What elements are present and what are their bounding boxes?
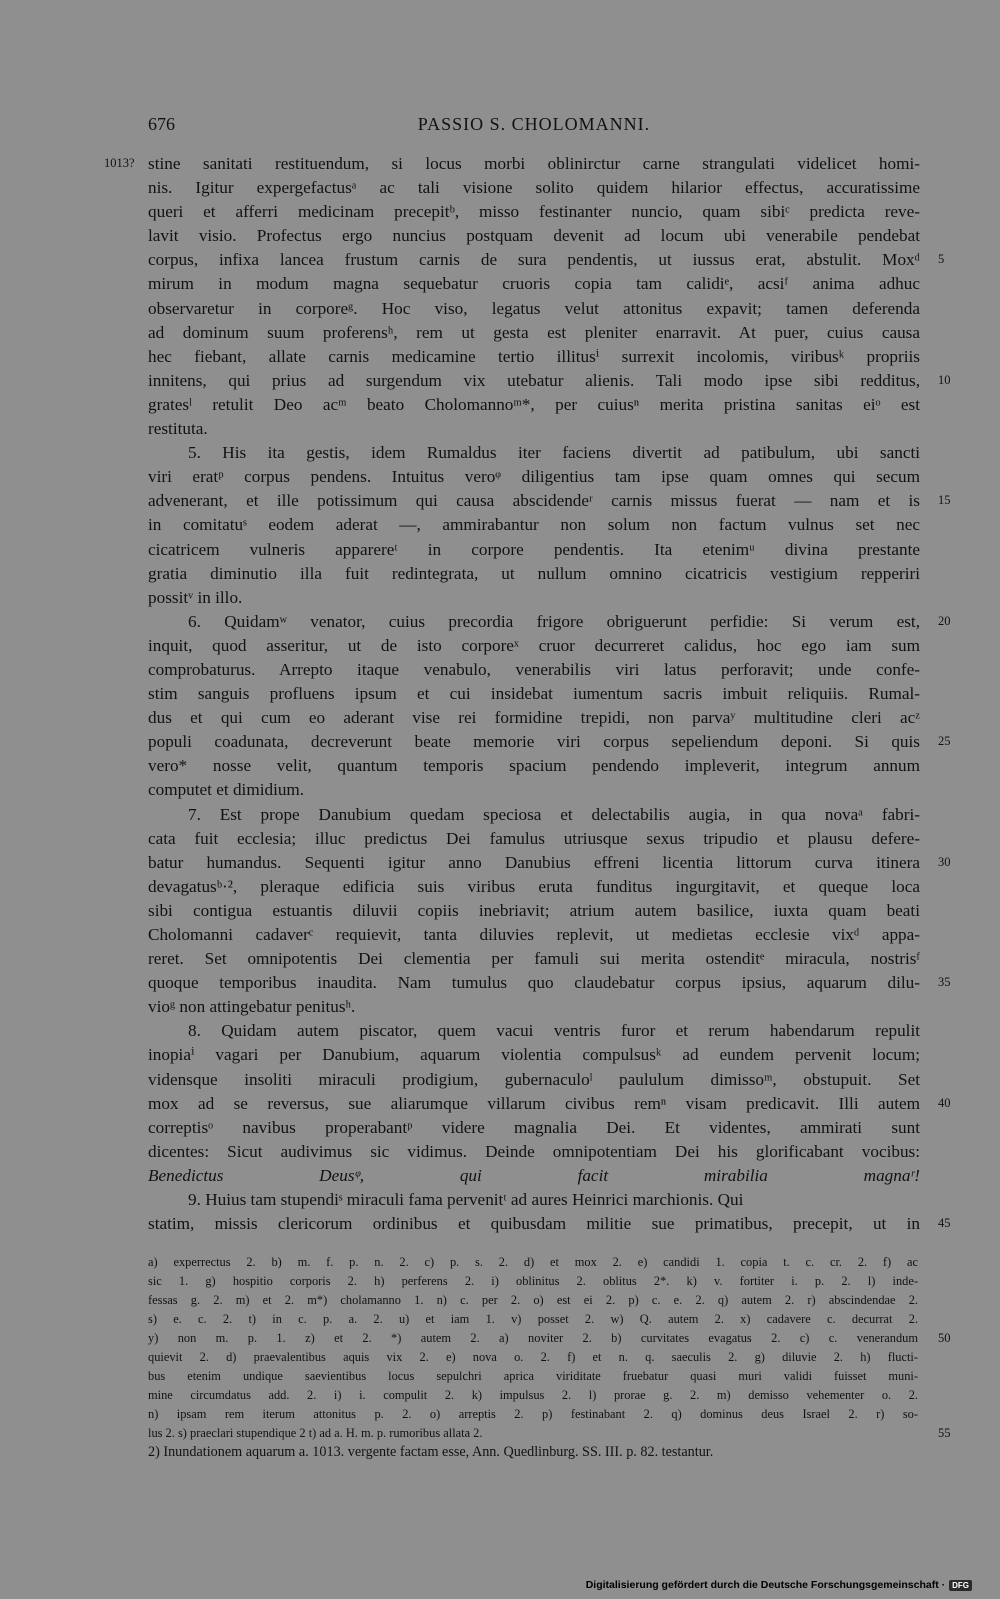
footnote-line: y) non m. p. 1. z) et 2. *) autem 2. a) noviter 2. b) curvitates evagatus 2. c) c. venerandum — [148, 1331, 918, 1345]
text-line: batur humandus. Sequenti igitur anno Danubius effreni licentia littorum curva itinera — [148, 852, 920, 872]
text-line: corpus, infixa lancea frustum carnis de sura pendentis, ut iussus erat, abstulit. Moxᵈ — [148, 250, 920, 270]
text-line: devagatusᵇ·², pleraque edificia suis viribus eruta funditus ingurgitavit, et queque loca — [148, 876, 920, 896]
line-number: 45 — [938, 1216, 951, 1231]
footnote-line-number: 55 — [938, 1426, 951, 1440]
text-line: comprobaturus. Arrepto itaque venabulo, venerabilis viri latus perforavit; unde confe- — [148, 659, 920, 679]
text-line: vioᵍ non attingebatur penitusʰ. — [148, 997, 356, 1017]
text-line: 6. Quidamʷ venator, cuius precordia frigore obriguerunt perfidie: Si verum est, — [188, 611, 920, 631]
footnote-line: s) e. c. 2. t) in c. p. a. 2. u) et iam 1. v) posset 2. w) Q. autem 2. x) cadavere c. decurrat 2. — [148, 1312, 918, 1326]
text-line: lavit visio. Profectus ergo nuncius postquam devenit ad locum ubi venerabile pendebat — [148, 226, 920, 246]
text-line: advenerant, et ille potissimum qui causa abscidendeʳ carnis missus fuerat — nam et is — [148, 491, 920, 511]
footnote-line: mine circumdatus add. 2. i) i. compulit 2. k) impulsus 2. l) prorae g. 2. m) demisso vehementer o. 2. — [148, 1388, 918, 1402]
text-line: dus et qui cum eo aderant vise rei formidine trepidi, non parvaʸ multitudine cleri acᶻ — [148, 708, 920, 728]
text-line: gratesˡ retulit Deo acᵐ beato Cholomannoᵐ*, per cuiusⁿ merita pristina sanitas eiᵒ est — [148, 394, 920, 414]
text-line: 7. Est prope Danubium quedam speciosa et delectabilis augia, in qua novaᵃ fabri- — [188, 804, 920, 824]
text-line: correptisᵒ navibus properabantᵖ videre magnalia Dei. Et videntes, ammirati sunt — [148, 1117, 920, 1137]
footnote-line: quievit 2. d) praevalentibus aquis vix 2. e) nova o. 2. f) et n. q. saeculis 2. g) diluvie 2. h) flucti- — [148, 1350, 918, 1364]
page-number: 676 — [148, 114, 175, 134]
text-line: stim sanguis profluens ipsum et cui insidebat iumentum sacris imbuit reliquiis. Rumal- — [148, 684, 920, 704]
text-line: cicatricem vulneris apparereᵗ in corpore pendentis. Ita etenimᵘ divina prestante — [148, 539, 920, 559]
text-line: ad dominum suum proferensʰ, rem ut gesta est pleniter enarravit. At puer, cuius causa — [148, 322, 920, 342]
footnote-line: a) experrectus 2. b) m. f. p. n. 2. c) p. s. 2. d) et mox 2. e) candidi 1. copia t. c. cr. 2. f) ac — [148, 1255, 918, 1269]
text-line: reret. Set omnipotentis Dei clementia per famuli sui merita ostenditᵉ miracula, nostrisᶠ — [148, 949, 920, 969]
text-line: computet et dimidium. — [148, 780, 305, 800]
text-line: inopiaⁱ vagari per Danubium, aquarum violentia compulsusᵏ ad eundem pervenit locum; — [148, 1045, 920, 1065]
text-line: vidensque insoliti miraculi prodigium, gubernaculoˡ paululum dimissoᵐ, obstupuit. Set — [148, 1069, 920, 1089]
line-number: 15 — [938, 493, 951, 508]
text-line: viri eratᵖ corpus pendens. Intuitus veroᵠ diligentius tam ipse quam omnes qui secum — [148, 467, 920, 487]
line-number: 35 — [938, 975, 951, 990]
text-line: Benedictus Deusᵠ, qui facit mirabilia magnaʳ! — [148, 1165, 920, 1185]
margin-date: 1013? — [104, 156, 135, 170]
text-line: mox ad se reversus, sue aliarumque villarum civibus remⁿ visam predicavit. Illi autem — [148, 1093, 920, 1113]
footnotes — [148, 1253, 918, 1443]
footnote-line: lus 2. s) praeclari stupendique 2 t) ad a. H. m. p. rumoribus allata 2. — [148, 1426, 483, 1440]
footnote-line: fessas g. 2. m) et 2. m*) cholamanno 1. n) c. per 2. o) est ei 2. p) c. e. 2. q) autem 2. r) abscindendae 2. — [148, 1293, 918, 1307]
text-line: vero* nosse velit, quantum temporis spacium pendendo impleverit, integrum annum — [148, 756, 920, 776]
footnote-line: n) ipsam rem iterum attonitus p. 2. o) arreptis 2. p) festinabant 2. q) dominus deus Israel 2. r) so- — [148, 1407, 918, 1421]
dfg-logo-icon: DFG — [949, 1580, 972, 1591]
text-line: dicentes: Sicut audivimus sic vidimus. Deinde omnipotentiam Dei his glorificabant vocibus: — [148, 1141, 920, 1161]
line-number: 20 — [938, 613, 951, 628]
text-line: 5. His ita gestis, idem Rumaldus iter faciens divertit ad patibulum, ubi sancti — [188, 443, 920, 463]
text-line: possitᵛ in illo. — [148, 587, 243, 607]
page-header — [148, 114, 920, 144]
text-line: restituta. — [148, 419, 208, 439]
line-number: 30 — [938, 854, 951, 869]
text-line: innitens, qui prius ad surgendum vix utebatur alienis. Tali modo ipse sibi redditus, — [148, 370, 920, 390]
line-number: 10 — [938, 372, 951, 387]
footnote-line-number: 50 — [938, 1331, 951, 1345]
text-line: mirum in modum magna sequebatur cruoris copia tam calidiᵉ, acsiᶠ anima adhuc — [148, 274, 920, 294]
text-line: nis. Igitur expergefactusᵃ ac tali visione solito quidem hilarior effectus, accuratissime — [148, 178, 920, 198]
line-number: 40 — [938, 1095, 951, 1110]
text-line: Cholomanni cadaverᶜ requievit, tanta diluvies replevit, ut medietas ecclesie vixᵈ appa- — [148, 925, 920, 944]
dfg-credit — [586, 1579, 972, 1591]
text-line: queri et afferri medicinam precepitᵇ, misso festinanter nuncio, quam sibiᶜ predicta reve- — [148, 202, 920, 222]
running-title: PASSIO S. CHOLOMANNI. — [417, 114, 651, 134]
text-line: quoque temporibus inaudita. Nam tumulus quo claudebatur corpus ipsius, aquarum dilu- — [148, 973, 920, 993]
text-line: gratia diminutio illa fuit redintegrata, ut nullum omnino cicatricis vestigium repperiri — [148, 563, 920, 583]
footnote-line: bus etenim undique saevientibus locus sepulchri aprica viriditate fruebatur quasi muri validi fuisset muni- — [148, 1369, 918, 1383]
text-line: 8. Quidam autem piscator, quem vacui ventris furor et rerum habendarum repulit — [188, 1021, 920, 1041]
line-number: 5 — [938, 252, 945, 267]
text-line: cata fuit ecclesia; illuc predictus Dei famulus utriusque sexus tripudio et plausu defere- — [148, 828, 920, 848]
footnote-line: sic 1. g) hospitio corporis 2. h) perferens 2. i) oblinitus 2. oblitus 2*. k) v. fortiter i. p. 2. l) inde- — [148, 1274, 918, 1288]
text-line: populi coadunata, decreverunt beate memorie viri corpus sepeliendum deponi. Si quis — [148, 732, 920, 752]
text-line: observaretur in corporeᵍ. Hoc viso, legatus velut attonitus expavit; tamen deferenda — [148, 298, 920, 318]
text-line: inquit, quod asseritur, ut de isto corporeˣ cruor decurreret calidus, hoc ego iam sum — [148, 635, 920, 655]
line-number: 25 — [938, 734, 951, 749]
text-line: statim, missis clericorum ordinibus et quibusdam militie sue primatibus, precepit, ut in — [148, 1214, 920, 1234]
inundation-note: 2) Inundationem aquarum a. 1013. vergente factam esse, Ann. Quedlinburg. SS. III. p. 82. testantur. — [148, 1444, 714, 1460]
text-line: hec fiebant, allate carnis medicamine tertio illitusⁱ surrexit incolomis, viribusᵏ propriis — [148, 346, 920, 366]
main-text — [148, 152, 920, 1236]
credit-text: Digitalisierung gefördert durch die Deutsche Forschungsgemeinschaft · — [585, 1579, 946, 1591]
text-line: 9. Huius tam stupendiˢ miraculi fama pervenitᵗ ad aures Heinrici marchionis. Qui — [188, 1190, 744, 1210]
text-line: in comitatuˢ eodem aderat —, ammirabantur non solum non factum vulnus set nec — [148, 515, 920, 535]
text-line: sibi contigua estuantis diluvii copiis inebriavit; atrium autem basilice, iuxta quam beati — [148, 900, 920, 920]
text-line: stine sanitati restituendum, si locus morbi oblinirctur carne strangulati videlicet homi- — [148, 154, 920, 173]
